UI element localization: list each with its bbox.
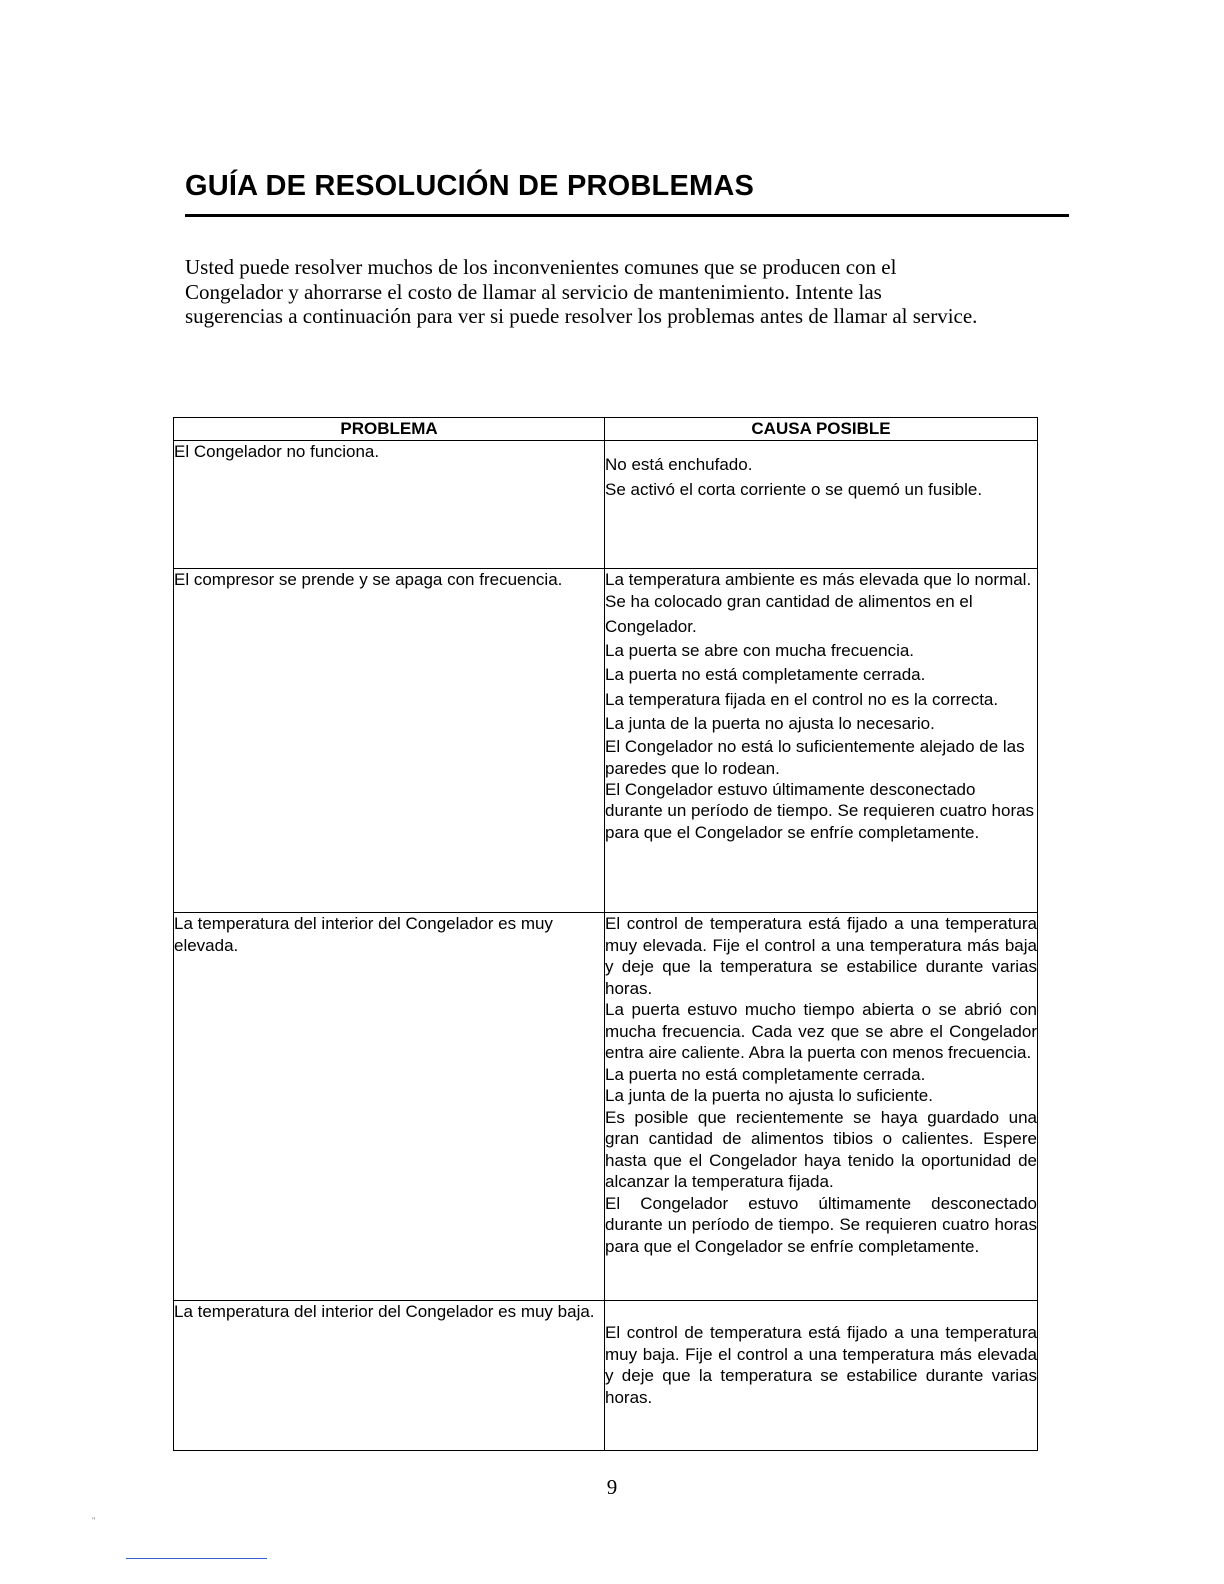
page-number: 9 <box>606 1475 618 1499</box>
cause-item: La junta de la puerta no ajusta lo necesario. <box>605 713 935 733</box>
table-row <box>174 913 1038 1301</box>
cause-cell <box>605 441 1038 569</box>
cause-item: Se activó el corta corriente o se quemó un fusible. <box>605 479 983 499</box>
cause-cell <box>605 1301 1038 1451</box>
cause-item: La puerta no está completamente cerrada. <box>605 665 926 685</box>
cause-item: El control de temperatura está fijado a una temperatura muy baja. Fije el control a una temperatura más elevada y deje que la temperatura se estabilice durante varias horas. <box>605 1323 1037 1407</box>
cause-cell <box>605 913 1038 1301</box>
page-title: GUÍA DE RESOLUCIÓN DE PROBLEMAS <box>185 170 755 202</box>
problem-cell: El Congelador no funciona. <box>174 441 605 569</box>
corner-mark: " <box>92 1516 96 1525</box>
title-underline <box>185 214 1069 217</box>
cause-item: El Congelador no está lo suficientemente alejado de las paredes que lo rodean. <box>605 737 1025 778</box>
cause-item: La puerta estuvo mucho tiempo abierta o se abrió con mucha frecuencia. Cada vez que se abre el Congelador entra aire caliente. Abra la puerta con menos frecuencia. <box>605 1000 1037 1062</box>
problem-cell: La temperatura del interior del Congelador es muy elevada. <box>174 913 605 1301</box>
problem-cell: La temperatura del interior del Congelador es muy baja. <box>174 1301 605 1451</box>
table-row <box>174 569 1038 913</box>
cause-item: El control de temperatura está fijado a una temperatura muy elevada. Fije el control a una temperatura más baja y deje que la temperatura se estabilice durante varias horas. <box>605 914 1037 998</box>
header-cause: CAUSA POSIBLE <box>605 418 1038 441</box>
cause-item: El Congelador estuvo últimamente desconectado durante un período de tiempo. Se requieren cuatro horas para que el Congelador se enfríe completamente. <box>605 1193 1037 1256</box>
table-header-row <box>174 418 1038 441</box>
header-problem: PROBLEMA <box>174 418 605 441</box>
intro-paragraph: Usted puede resolver muchos de los inconvenientes comunes que se producen con el Congelador y ahorrarse el costo de llamar al servicio de mantenimiento. Intente las sugerencias a continuación para ver si puede resolver los problemas antes de llamar al service. <box>185 255 978 328</box>
problem-cell: El compresor se prende y se apaga con frecuencia. <box>174 569 605 913</box>
cause-item: El Congelador estuvo últimamente desconectado durante un período de tiempo. Se requieren cuatro horas para que el Congelador se enfríe completamente. <box>605 780 1035 842</box>
cause-item: La puerta se abre con mucha frecuencia. <box>605 641 915 660</box>
troubleshooting-table <box>173 417 1038 1451</box>
cause-item: La puerta no está completamente cerrada. <box>605 1064 926 1084</box>
cause-item: La temperatura fijada en el control no es la correcta. <box>605 689 999 709</box>
table-row <box>174 1301 1038 1451</box>
cause-item: La junta de la puerta no ajusta lo suficiente. <box>605 1086 933 1105</box>
cause-item: Es posible que recientemente se haya guardado una gran cantidad de alimentos tibios o calientes. Espere hasta que el Congelador haya tenido la oportunidad de alcanzar la temperatura fijada. <box>605 1107 1037 1191</box>
footnote-rule <box>126 1558 267 1559</box>
cause-item: Se ha colocado gran cantidad de alimentos en el Congelador. <box>605 592 973 636</box>
table-row <box>174 441 1038 569</box>
cause-item: La temperatura ambiente es más elevada que lo normal. <box>605 570 1032 589</box>
cause-cell <box>605 569 1038 913</box>
cause-item: No está enchufado. <box>605 455 753 474</box>
